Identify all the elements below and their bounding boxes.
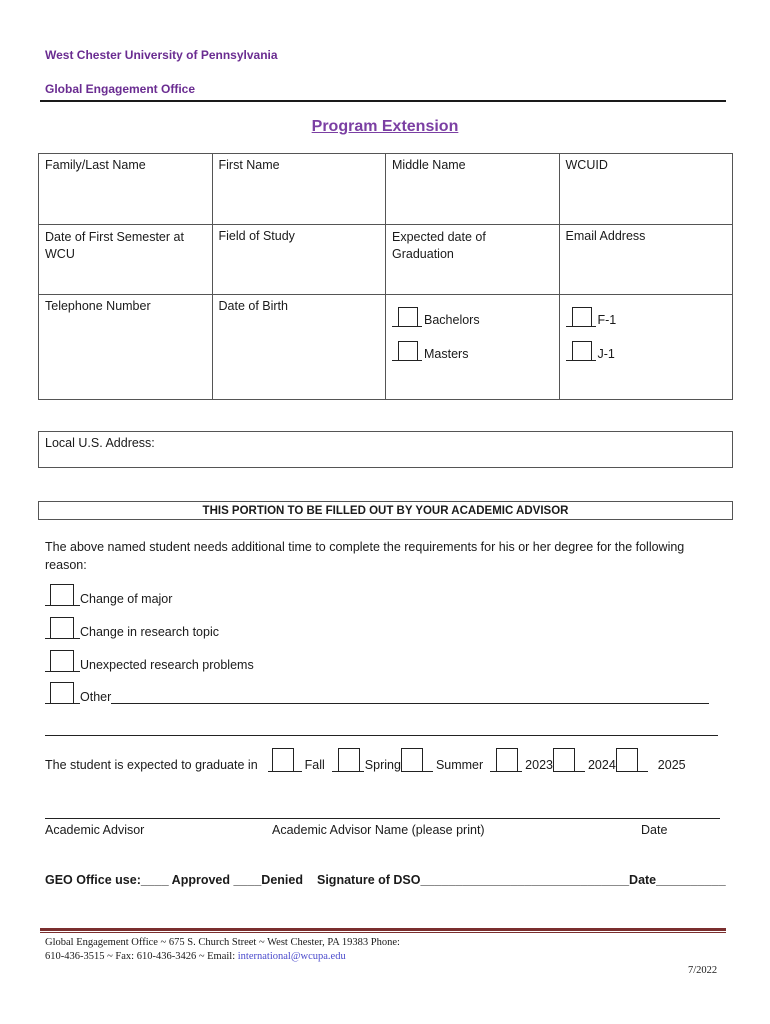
visa-cell (559, 295, 733, 400)
field-of-study-field[interactable]: Field of Study (212, 225, 386, 295)
telephone-field[interactable]: Telephone Number (39, 295, 213, 400)
address-field[interactable]: Local U.S. Address: (38, 431, 733, 468)
masters-option[interactable]: Masters (392, 341, 553, 361)
summer-checkbox[interactable] (401, 748, 423, 772)
advisor-section-heading: THIS PORTION TO BE FILLED OUT BY YOUR ACADEMIC ADVISOR (38, 501, 733, 520)
middle-name-field[interactable]: Middle Name (386, 154, 560, 225)
year-2023-checkbox[interactable] (496, 748, 518, 772)
reason-other[interactable]: Other (45, 682, 709, 704)
date-label: Date (641, 823, 668, 837)
email-field[interactable]: Email Address (559, 225, 733, 295)
spring-checkbox[interactable] (338, 748, 360, 772)
f1-option[interactable]: F-1 (566, 307, 727, 327)
footer-divider (40, 928, 726, 931)
email-link[interactable]: international@wcupa.edu (237, 951, 346, 962)
university-name: West Chester University of Pennsylvania (45, 48, 278, 62)
form-title: Program Extension (311, 118, 459, 135)
footer-contact: 610-436-3515 ~ Fax: 610-436-3426 ~ Email: international@wcupa.edu (45, 951, 346, 962)
j1-checkbox[interactable] (572, 341, 592, 361)
dob-field[interactable]: Date of Birth (212, 295, 386, 400)
first-semester-field[interactable]: Date of First Semester at WCU (39, 225, 213, 295)
change-major-checkbox[interactable] (50, 584, 74, 606)
graduation-term-row: The student is expected to graduate in Fall Spring Summer 2023 2024 2025 (45, 748, 686, 772)
other-reason-line[interactable] (111, 703, 709, 704)
dso-signature: Signature of DSO______________________________Date__________ (317, 873, 726, 887)
year-2025-checkbox[interactable] (616, 748, 638, 772)
research-topic-checkbox[interactable] (50, 617, 74, 639)
fall-checkbox[interactable] (272, 748, 294, 772)
advisor-label: Academic Advisor (45, 823, 145, 837)
last-name-field[interactable]: Family/Last Name (39, 154, 213, 225)
reason-research-topic[interactable]: Change in research topic (45, 617, 219, 639)
masters-checkbox[interactable] (398, 341, 418, 361)
office-name: Global Engagement Office (45, 82, 196, 96)
j1-option[interactable]: J-1 (566, 341, 727, 361)
degree-cell (386, 295, 560, 400)
other-checkbox[interactable] (50, 682, 74, 704)
footer-address: Global Engagement Office ~ 675 S. Church Street ~ West Chester, PA 19383 Phone: (45, 937, 400, 948)
research-problems-checkbox[interactable] (50, 650, 74, 672)
reason-change-major[interactable]: Change of major (45, 584, 172, 606)
year-2024-checkbox[interactable] (553, 748, 575, 772)
first-name-field[interactable]: First Name (212, 154, 386, 225)
f1-checkbox[interactable] (572, 307, 592, 327)
bachelors-checkbox[interactable] (398, 307, 418, 327)
graduation-date-field[interactable]: Expected date of Graduation (386, 225, 560, 295)
wcuid-field[interactable]: WCUID (559, 154, 733, 225)
advisor-signature-line[interactable] (45, 818, 720, 819)
advisor-intro: The above named student needs additional time to complete the requirements for his or her degree for the following reason: (45, 540, 685, 572)
header-divider (40, 100, 726, 102)
reason-research-problems[interactable]: Unexpected research problems (45, 650, 254, 672)
bachelors-option[interactable]: Bachelors (392, 307, 553, 327)
advisor-name-label: Academic Advisor Name (please print) (272, 823, 485, 837)
revision-date: 7/2022 (688, 965, 718, 976)
geo-office-use: GEO Office use:____ Approved ____Denied (45, 873, 303, 887)
other-reason-line-2[interactable] (45, 735, 718, 736)
student-info-table (38, 153, 733, 400)
